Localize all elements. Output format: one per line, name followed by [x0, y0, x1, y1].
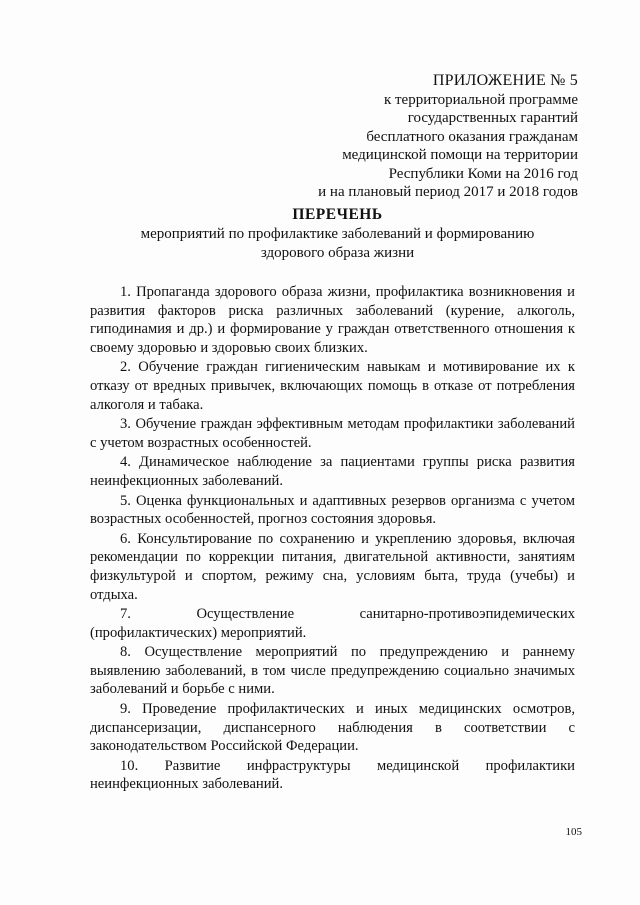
appendix-line: государственных гарантий: [407, 110, 578, 126]
list-item: 9. Проведение профилактических и иных медицинских осмотров, диспансеризации, диспансерного наблюдения в соответствии с законодательством Российской Федерации.: [90, 701, 575, 755]
appendix-line: к территориальной программе: [383, 91, 578, 108]
page-number: 105: [565, 826, 582, 838]
appendix-title: ПРИЛОЖЕНИЕ № 5: [432, 72, 578, 89]
list-item: 5. Оценка функциональных и адаптивных резервов организма с учетом возрастных особенностей, прогноз состояния здоровья.: [90, 492, 575, 528]
appendix-line: Республики Коми на 2016 год: [388, 165, 578, 182]
list-item: 7. Осуществление санитарно-противоэпидемических (профилактических) мероприятий.: [90, 606, 575, 641]
list-item: 8. Осуществление мероприятий по предупреждению и раннему выявлению заболеваний, в том числе предупреждению социально значимых заболеваний и борьбе с ними.: [90, 644, 575, 698]
document-title: ПЕРЕЧЕНЬ: [292, 206, 383, 223]
document-subtitle-line: здорового образа жизни: [260, 245, 415, 261]
appendix-line: и на плановый период 2017 и 2018 годов: [318, 184, 578, 200]
measures-list: [90, 283, 575, 795]
appendix-line: медицинской помощи на территории: [342, 147, 578, 163]
list-item: 4. Динамическое наблюдение за пациентами группы риска развития неинфекционных заболеваний.: [90, 454, 575, 489]
list-item: 3. Обучение граждан эффективным методам профилактики заболеваний с учетом возрастных особенностей.: [90, 416, 575, 451]
list-item: 2. Обучение граждан гигиеническим навыкам и мотивирование их к отказу от вредных привычек, включающих помощь в отказе от потребления алкоголя и табака.: [90, 359, 575, 413]
list-item: 1. Пропаганда здорового образа жизни, профилактика возникновения и развития факторов риска различных заболеваний (курение, алкоголь, гиподинамия и др.) и формирование у граждан ответственного отношения к своему здоровью и здоровью своих близких.: [90, 284, 575, 356]
appendix-line: бесплатного оказания гражданам: [366, 128, 578, 145]
document-subtitle-line: мероприятий по профилактике заболеваний и формированию: [140, 226, 535, 242]
list-item: 10. Развитие инфраструктуры медицинской профилактики неинфекционных заболеваний.: [90, 757, 575, 793]
appendix-header: [278, 72, 578, 202]
document-heading: [110, 205, 565, 263]
list-item: 6. Консультирование по сохранению и укреплению здоровья, включая рекомендации по коррекции питания, двигательной активности, занятиям физкультурой и спортом, режиму сна, условиям быта, труда (учебы) и отдыха.: [90, 530, 575, 603]
